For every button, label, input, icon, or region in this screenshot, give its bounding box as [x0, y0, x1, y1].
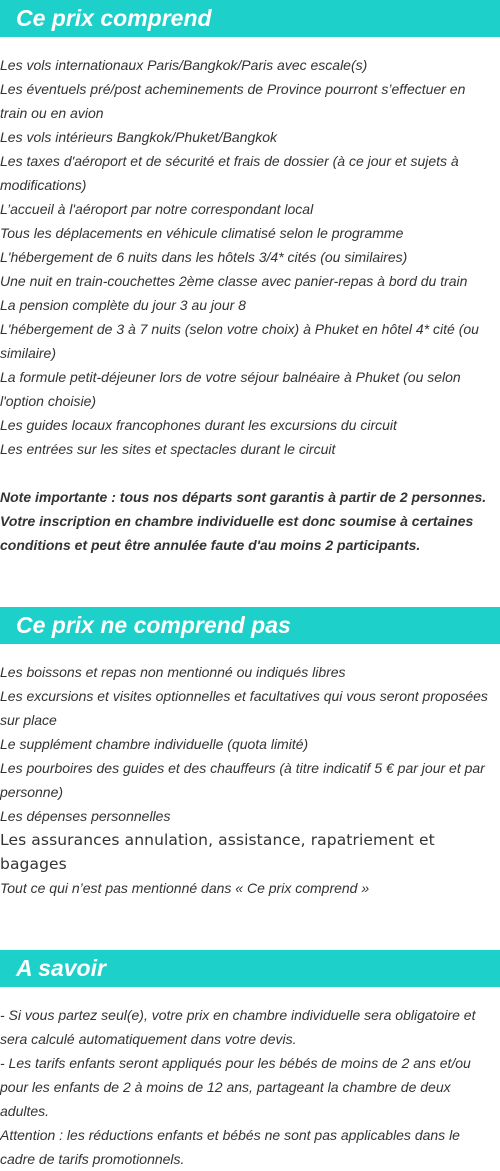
includes-title: Ce prix comprend [16, 5, 212, 31]
list-item: Une nuit en train-couchettes 2ème classe avec panier-repas à bord du train [0, 273, 468, 289]
list-item: Les taxes d'aéroport et de sécurité et frais de dossier (à ce jour et sujets à modifications) [0, 153, 459, 193]
list-item: Les guides locaux francophones durant les excursions du circuit [0, 417, 397, 433]
list-item: L'hébergement de 6 nuits dans les hôtels 3/4* cités (ou similaires) [0, 249, 408, 265]
excludes-header [0, 607, 500, 644]
list-item: La formule petit-déjeuner lors de votre séjour balnéaire à Phuket (ou selon l'option choisie) [0, 369, 461, 409]
list-item: Le supplément chambre individuelle (quota limité) [0, 736, 309, 752]
list-item: L'hébergement de 3 à 7 nuits (selon votre choix) à Phuket en hôtel 4* cité (ou similaire) [0, 321, 479, 361]
list-item: Les assurances annulation, assistance, rapatriement et bagages [0, 831, 435, 873]
list-item: Les vols intérieurs Bangkok/Phuket/Bangkok [0, 129, 278, 145]
excludes-list [0, 660, 496, 900]
list-item: L’accueil à l'aéroport par notre correspondant local [0, 201, 314, 217]
list-item: Les vols internationaux Paris/Bangkok/Paris avec escale(s) [0, 57, 368, 73]
list-item: Les dépenses personnelles [0, 808, 171, 824]
list-item: Les éventuels pré/post acheminements de Province pourront s’effectuer en train ou en avion [0, 81, 466, 121]
info-title: A savoir [16, 955, 106, 981]
info-paragraph: Attention : les réductions enfants et bébés ne sont pas applicables dans le cadre de tarifs promotionnels. [0, 1127, 460, 1167]
important-note: Note importante : tous nos départs sont garantis à partir de 2 personnes. Votre inscription en chambre individuelle est donc soumise à certaines conditions et peut être annulée faute d'au moins 2 participants. [0, 489, 487, 553]
info-paragraph: - Les tarifs enfants seront appliqués pour les bébés de moins de 2 ans et/ou pour les enfants de 2 à moins de 12 ans, partageant la chambre de deux adultes. [0, 1055, 471, 1119]
list-item: Les excursions et visites optionnelles et facultatives qui vous seront proposées sur place [0, 688, 488, 728]
includes-header [0, 0, 500, 37]
list-item: Tout ce qui n’est pas mentionné dans « Ce prix comprend » [0, 880, 370, 896]
info-paragraph: - Si vous partez seul(e), votre prix en chambre individuelle sera obligatoire et sera calculé automatiquement dans votre devis. [0, 1007, 476, 1047]
list-item: La pension complète du jour 3 au jour 8 [0, 297, 246, 313]
list-item: Les pourboires des guides et des chauffeurs (à titre indicatif 5 € par jour et par personne) [0, 760, 485, 800]
list-item: Les entrées sur les sites et spectacles durant le circuit [0, 441, 336, 457]
info-header [0, 950, 500, 987]
info-body [0, 1003, 496, 1171]
excludes-title: Ce prix ne comprend pas [16, 612, 291, 638]
includes-list [0, 53, 496, 461]
list-item: Tous les déplacements en véhicule climatisé selon le programme [0, 225, 404, 241]
list-item: Les boissons et repas non mentionné ou indiqués libres [0, 664, 346, 680]
